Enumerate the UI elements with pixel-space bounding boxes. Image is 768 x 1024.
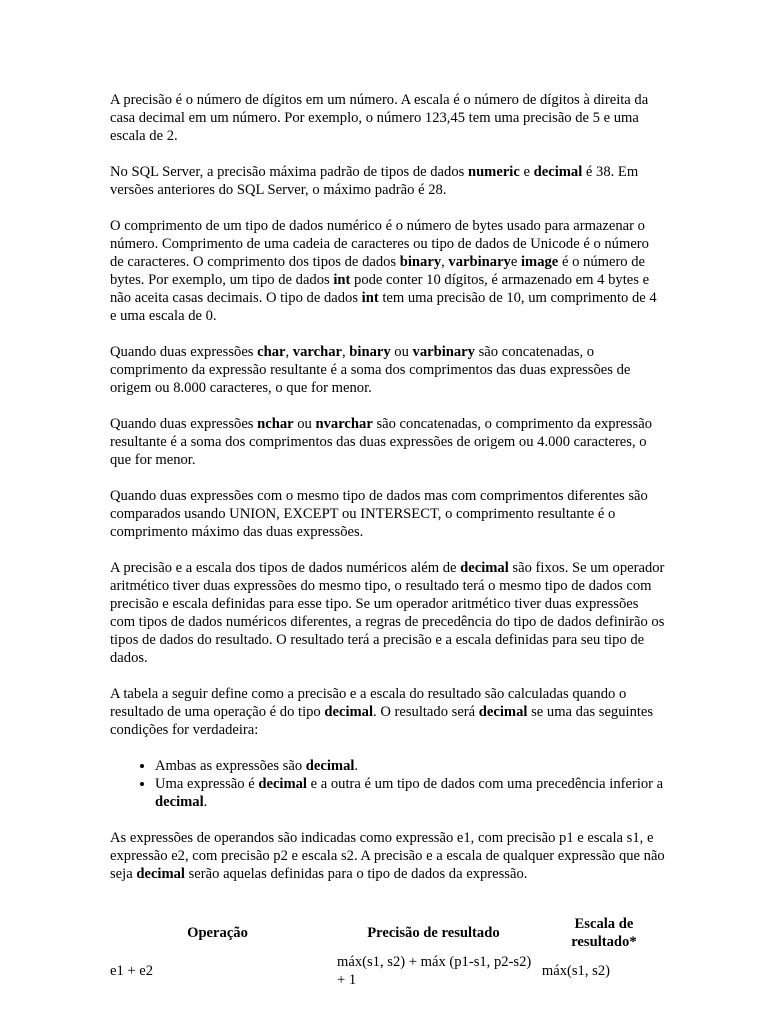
bold-term: nchar (257, 416, 294, 432)
list-item (155, 757, 666, 775)
text-run: No SQL Server, a precisão máxima padrão de tipos de dados (110, 164, 468, 180)
text-run: e (510, 254, 521, 270)
table-row (110, 952, 666, 990)
paragraph-concat-char (110, 343, 666, 397)
bold-term: decimal (533, 164, 583, 180)
cell-precision: máx(s1, s2) + máx (p1-s1, p2-s2) + 1 (337, 954, 532, 988)
bold-term: char (257, 344, 286, 360)
bold-term: binary (349, 344, 391, 360)
paragraph-table-intro (110, 685, 666, 739)
bold-term: decimal (136, 866, 185, 882)
text-run: serão aquelas definidas para o tipo de dados da expressão. (184, 866, 528, 882)
text-run: pode conter 10 dígitos, é armazenado em 4 bytes e não aceita casas decimais. O tipo de dados (110, 272, 650, 306)
header-operation: Operação (187, 925, 248, 941)
header-result-precision: Precisão de resultado (367, 925, 500, 941)
paragraph-union (110, 487, 666, 541)
paragraph-precision-scale (110, 91, 666, 145)
text-run: tem uma precisão de 10, um comprimento de 4 e uma escala de 0. (110, 290, 657, 324)
document-body (110, 91, 666, 901)
bold-term: int (333, 272, 351, 288)
text-run: , (285, 344, 293, 360)
operations-table (110, 914, 666, 990)
text-run: e a outra é um tipo de dados com uma precedência inferior a (306, 776, 664, 792)
text-run: As expressões de operandos são indicadas como expressão e1, com precisão p1 e escala s1, e expressão e2, com precisão p2 e escala s2. A precisão e a escala de qualquer expressão que não seja (110, 830, 665, 882)
text-run: e (519, 164, 534, 180)
condition-list (110, 757, 666, 811)
cell-scale: máx(s1, s2) (541, 963, 610, 979)
text-run: é o número de bytes. Por exemplo, um tipo de dados (110, 254, 646, 288)
text-run: A tabela a seguir define como a precisão e a escala do resultado são calculadas quando o resultado de uma operação é do tipo (110, 686, 627, 720)
text-run: são concatenadas, o comprimento da expressão resultante é a soma dos comprimentos das duas expressões de origem ou 8.000 caracteres, o que for menor. (110, 344, 631, 396)
bold-term: decimal (155, 794, 204, 810)
text-run: Uma expressão é (155, 776, 259, 792)
text-run: ou (390, 344, 413, 360)
bold-term: int (361, 290, 379, 306)
header-result-scale: Escala de resultado* (571, 916, 637, 950)
text-run: , (341, 344, 350, 360)
list-item (155, 775, 666, 811)
text-run: são fixos. Se um operador aritmético tiver duas expressões do mesmo tipo, o resultado terá o mesmo tipo de dados com precisão e escala definidas para esse tipo. Se um operador aritmético tiver duas expressões com tipos de dados numéricos diferentes, a regras de precedência do tipo de dados definirão os tipos de dados do resultado. O resultado terá a precisão e a escala definidas para seu tipo de dados. (110, 560, 665, 666)
bold-term: varbinary (412, 344, 475, 360)
paragraph-concat-nchar (110, 415, 666, 469)
text-run: é 38. Em versões anteriores do SQL Server, o máximo padrão é 28. (110, 164, 639, 198)
bold-term: numeric (467, 164, 520, 180)
text-run: Quando duas expressões com o mesmo tipo de dados mas com comprimentos diferentes são comparados usando UNION, EXCEPT ou INTERSECT, o comprimento resultante é o comprimento máximo das duas expressões. (110, 488, 648, 540)
text-run: ou (293, 416, 316, 432)
bold-term: varbinary (448, 254, 511, 270)
text-run: A precisão e a escala dos tipos de dados numéricos além de (110, 560, 461, 576)
text-run: . (203, 794, 208, 810)
text-run: O comprimento de um tipo de dados numérico é o número de bytes usado para armazenar o número. Comprimento de uma cadeia de caracteres ou tipo de dados de Unicode é o número de caracteres. O comprimento dos tipos de dados (110, 218, 649, 270)
text-run: . (354, 758, 359, 774)
cell-operation: e1 + e2 (110, 963, 154, 979)
paragraphs (110, 91, 666, 739)
text-run: Quando duas expressões (110, 416, 258, 432)
text-run: Ambas as expressões são (155, 758, 306, 774)
table-header-row (110, 914, 666, 952)
bold-term: varchar (292, 344, 342, 360)
text-run: são concatenadas, o comprimento da expressão resultante é a soma dos comprimentos das duas expressões de origem ou 4.000 caracteres, o que for menor. (110, 416, 653, 468)
paragraph-operands (110, 829, 666, 883)
text-run: se uma das seguintes condições for verdadeira: (110, 704, 654, 738)
paragraph-length (110, 217, 666, 325)
bold-term: decimal (258, 776, 307, 792)
bold-term: decimal (305, 758, 355, 774)
text-run: Quando duas expressões (110, 344, 258, 360)
bold-term: nvarchar (315, 416, 373, 432)
text-run: . O resultado será (373, 704, 479, 720)
text-run: , (441, 254, 449, 270)
paragraph-fixed-precision (110, 559, 666, 667)
bold-term: decimal (460, 560, 509, 576)
bold-term: decimal (324, 704, 374, 720)
bold-term: decimal (478, 704, 528, 720)
text-run: A precisão é o número de dígitos em um número. A escala é o número de dígitos à direita da casa decimal em um número. Por exemplo, o número 123,45 tem uma precisão de 5 e uma escala de 2. (110, 92, 649, 144)
paragraph-sql-server-max (110, 163, 666, 199)
bold-term: image (521, 254, 559, 270)
bold-term: binary (399, 254, 442, 270)
